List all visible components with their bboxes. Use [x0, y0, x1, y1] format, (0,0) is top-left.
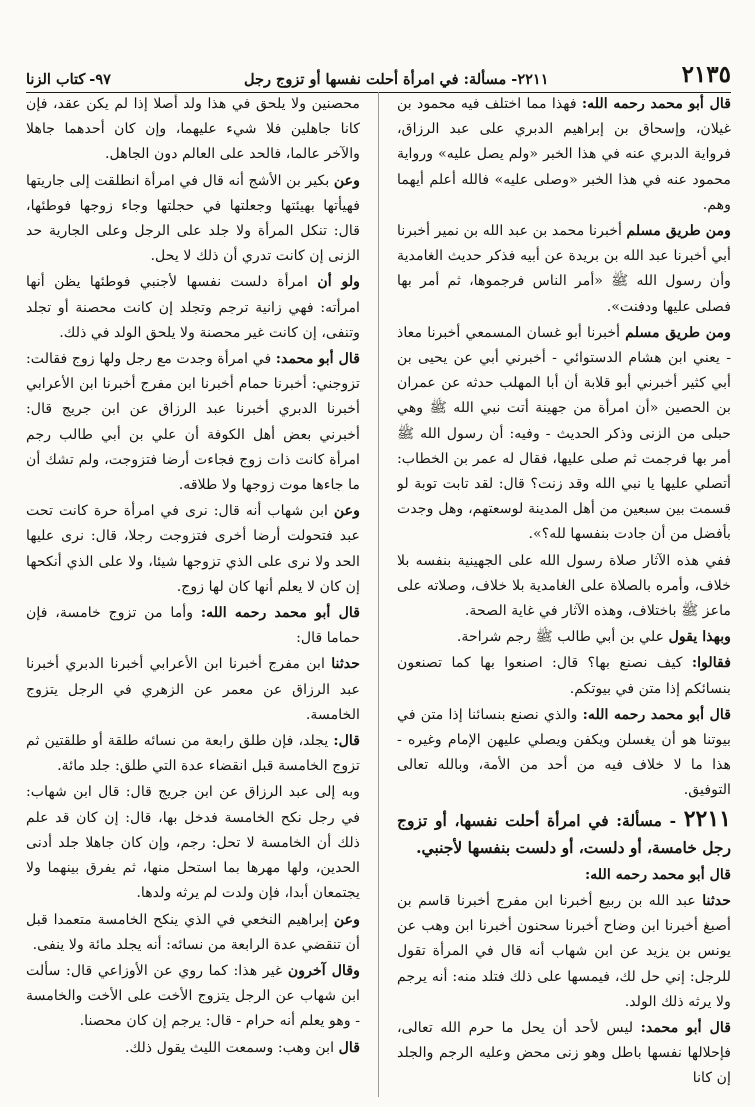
paragraph-text: عبد الله بن ربيع أخبرنا ابن مفرج أخبرنا قاسم بن أصبغ أخبرنا ابن وضاح أخبرنا سحنون أخبرنا ابن وهب عن يونس بن يزيد عن ابن شهاب أنه قال في المرأة تقول للرجل: إني حل لك، فيمسها على ذلك فتلد منه: أنه يرجم ولا يرثه ذلك الولد. [397, 892, 731, 1010]
paragraph [26, 347, 360, 498]
paragraph-lead: قال أبو محمد رحمه الله: [581, 96, 731, 112]
page-header [26, 54, 731, 93]
paragraph [397, 889, 731, 1015]
paragraph-lead: وبهذا يقول [668, 629, 731, 646]
paragraph-text: علي بن أبي طالب ﷺ رجم شراحة. [456, 629, 669, 646]
paragraph-lead: قال أبو محمد رحمه الله: [584, 866, 731, 883]
section-number: ٢٢١١ [683, 805, 731, 832]
paragraph-text: فهذا مما اختلف فيه محمود بن غيلان، وإسحاق بن إبراهيم الدبري على عبد الرزاق، فرواية الدبري عنه في هذا الخبر «ولم يصل عليه» ورواية محمود عنه في هذا الخبر «وصلى عليه» فالله أعلم أيهما وهم. [397, 96, 731, 213]
paragraph-lead: قال أبو محمد: [640, 1019, 731, 1036]
paragraph [397, 625, 731, 650]
paragraph-text: كيف نصنع بها؟ قال: اصنعوا بها كما تصنعون بنسائكم إذا متن في بيوتكم. [397, 655, 731, 697]
paragraph-lead: حدثنا [331, 656, 360, 673]
paragraph-text: ابن وهب: وسمعت الليث يقول ذلك. [125, 1039, 339, 1056]
paragraph-text: محصنين ولا يلحق في هذا ولد أصلا إذا لم يكن عقد، فإن كانا جاهلين فلا شيء عليهما، وإن كان أحدهما جاهلا والآخر عالما، فالحد على العالم دون الجاهل. [26, 96, 360, 163]
paragraph-text: في امرأة أحلت نفسها، أو تزوج رجل خامسة، أو دلست، أو دلست بنفسها لأجنبي. [397, 810, 731, 857]
paragraph [26, 92, 360, 168]
paragraph-lead: ومن طريق مسلم [626, 223, 731, 240]
paragraph-lead: وعن [333, 503, 360, 520]
column-divider [378, 92, 379, 1097]
book-title: كتاب الزنا [26, 71, 86, 88]
page-number: ٢١٣٥ [681, 61, 731, 88]
paragraph-lead: وقال آخرون [287, 962, 360, 979]
paragraph-lead: وعن [333, 911, 360, 928]
paragraph [397, 806, 731, 861]
paragraph [26, 270, 360, 346]
paragraph-lead: قال: [333, 733, 360, 750]
paragraph [26, 1036, 360, 1061]
paragraph [26, 499, 360, 600]
paragraph-text: ابن شهاب أنه قال: نرى في امرأة حرة كانت تحت عبد فتحولت أرضا أخرى فتزوجت رجلا، قال: نرى عليها الحد ولا نرى على الذي تزوجها شيئا، ولا على الذي أنكحها إن كان لا يعلم أنها كان لها زوج. [26, 503, 360, 595]
paragraph-text: أخبرنا محمد بن عبد الله بن نمير أخبرنا أبي أخبرنا عبد الله بن بريدة عن أبيه فذكر حديث الغامدية وأن رسول الله ﷺ «أمر الناس فرجموها، ثم أمر بها فصلى عليها ودفنت». [397, 223, 731, 315]
paragraph-lead: قال أبو محمد رحمه الله: [200, 605, 360, 622]
paragraph-text: امرأة دلست نفسها لأجنبي فوطئها يظن أنها امرأته: فهي زانية ترجم وتجلد إن كانت محصنة أو تجلد وتنفى، إن كانت غير محصنة ولا يلحق الولد في ذلك. [26, 274, 360, 341]
chapter-title: ٢٢١١- مسألة: في امرأة أحلت نفسها أو تزوج رجل [244, 71, 549, 88]
paragraph [26, 169, 360, 270]
paragraph [26, 652, 360, 728]
paragraph-text: غير هذا: كما روي عن الأوزاعي قال: سألت ابن شهاب عن الرجل يتزوج الأخت على الأخت والخامسة - وهو يعلم أنه حرام - قال: يرجم إن كان محصنا. [26, 962, 360, 1030]
paragraph [397, 1016, 731, 1092]
paragraph-text: في امرأة وجدت مع رجل ولها زوج فقالت: تزوجني: أخبرنا حمام أخبرنا ابن مفرج أخبرنا ابن الأعرابي أخبرنا الدبري أخبرنا عبد الرزاق عن ابن جريج قال: أخبرني بعض أهل الكوفة أن علي بن أبي طالب رجم امرأة كانت ذات زوج فجاءت أرضا فتزوجت، ولم تشك أن ما جاءها موت زوجها ولا طلاقه. [26, 351, 360, 494]
paragraph [397, 549, 731, 625]
paragraph-text: يجلد، فإن طلق رابعة من نسائه طلقة أو طلقتين ثم تزوج الخامسة قبل انقضاء عدة التي طلق: جلد مائة. [26, 733, 360, 775]
paragraph-lead: قال أبو محمد رحمه الله: [582, 706, 731, 723]
paragraph-text: والذي نصنع بنسائنا إذا متن في بيوتنا هو أن يغسلن ويكفن ويصلي عليهن الإمام وغيره - هذا ما لا خلاف فيه من أحد من الأمة، وبالله تعالى التوفيق. [397, 706, 731, 799]
paragraph [26, 601, 360, 651]
text-columns [26, 92, 731, 1097]
paragraph [397, 321, 731, 548]
paragraph-text: وبه إلى عبد الرزاق عن ابن جريج قال: قال ابن شهاب: في رجل نكح الخامسة فدخل بها، قال: إن كان قد علم ذلك أن الخامسة لا تحل: رجم، وإن كان جاهلا جلد أدنى الحدين، ولها مهرها بما استحل منها، ثم يفرق بينهما ولا يجتمعان أبدا، فإن ولدت لم يرثه ولدها. [26, 784, 360, 902]
right-column [397, 92, 731, 1097]
paragraph-text: وأما من تزوج خامسة، فإن حماما قال: [26, 605, 360, 647]
left-column [26, 92, 360, 1097]
paragraph-lead: - مسألة: [616, 810, 684, 830]
paragraph [26, 959, 360, 1035]
paragraph [26, 908, 360, 958]
paragraph-text: بكير بن الأشج أنه قال في امرأة انطلقت إلى جاريتها فهيأتها بهيئتها وجعلتها في حجلتها وجاء زوجها فوطئها، قال: تنكل المرأة ولا جلد على الرجل وعلى الجارية حد الزنى إن كانت تدري أن ذلك لا يحل. [26, 172, 360, 265]
paragraph [26, 729, 360, 779]
paragraph [397, 219, 731, 320]
paragraph-lead: ولو أن [317, 274, 360, 291]
paragraph-lead: فقالوا: [691, 655, 731, 672]
paragraph-lead: وعن [333, 172, 360, 189]
paragraph [26, 780, 360, 906]
paragraph-lead: حدثنا [702, 892, 731, 909]
paragraph-lead: ومن طريق مسلم [625, 324, 731, 341]
paragraph [397, 92, 731, 218]
book-number: ٩٧- [89, 71, 111, 88]
paragraph-text: أخبرنا أبو غسان المسمعي أخبرنا معاذ - يعني ابن هشام الدستوائي - أخبرني أبي عن يحيى بن أبي كثير أخبرني أبو قلابة أن أبا المهلب حدثه عن عمران بن الحصين «أن امرأة من جهينة أتت نبي الله ﷺ وهي حبلى من الزنى وذكر الحديث - وفيه: أن رسول الله ﷺ أمر بها فرجمت ثم صلى عليها، فقال له عمر بن الخطاب: أتصلي عليها يا نبي الله وقد زنت؟ قال: لقد تابت توبة لو قسمت بين سبعين من أهل المدينة لوسعتهم، وهل وجدت بأفضل من أن جادت بنفسها لله؟». [397, 324, 731, 543]
paragraph-text: ففي هذه الآثار صلاة رسول الله على الجهينية بنفسه بلا خلاف، وأمره بالصلاة على الغامدية بلا خلاف، وصلاته على ماعز ﷺ باختلاف، وهذه الآثار في غاية الصحة. [397, 552, 731, 620]
paragraph [397, 651, 731, 701]
book-title-group [26, 71, 111, 88]
paragraph-text: ليس لأحد أن يحل ما حرم الله تعالى، فإحلالها نفسها باطل وهو زنى محض وعليه الرجم والجلد إن كانا [397, 1019, 731, 1087]
paragraph-text: ابن مفرج أخبرنا ابن الأعرابي أخبرنا الدبري أخبرنا عبد الرزاق عن معمر عن الزهري في الرجل يتزوج الخامسة. [26, 656, 360, 723]
paragraph [397, 863, 731, 888]
paragraph-lead: قال [338, 1039, 360, 1056]
paragraph [397, 703, 731, 804]
paragraph-lead: قال أبو محمد: [275, 351, 360, 368]
paragraph-text: إبراهيم النخعي في الذي ينكح الخامسة متعمدا قبل أن تنقضي عدة الرابعة من نسائه: أنه يجلد مائة ولا ينفى. [26, 911, 360, 953]
